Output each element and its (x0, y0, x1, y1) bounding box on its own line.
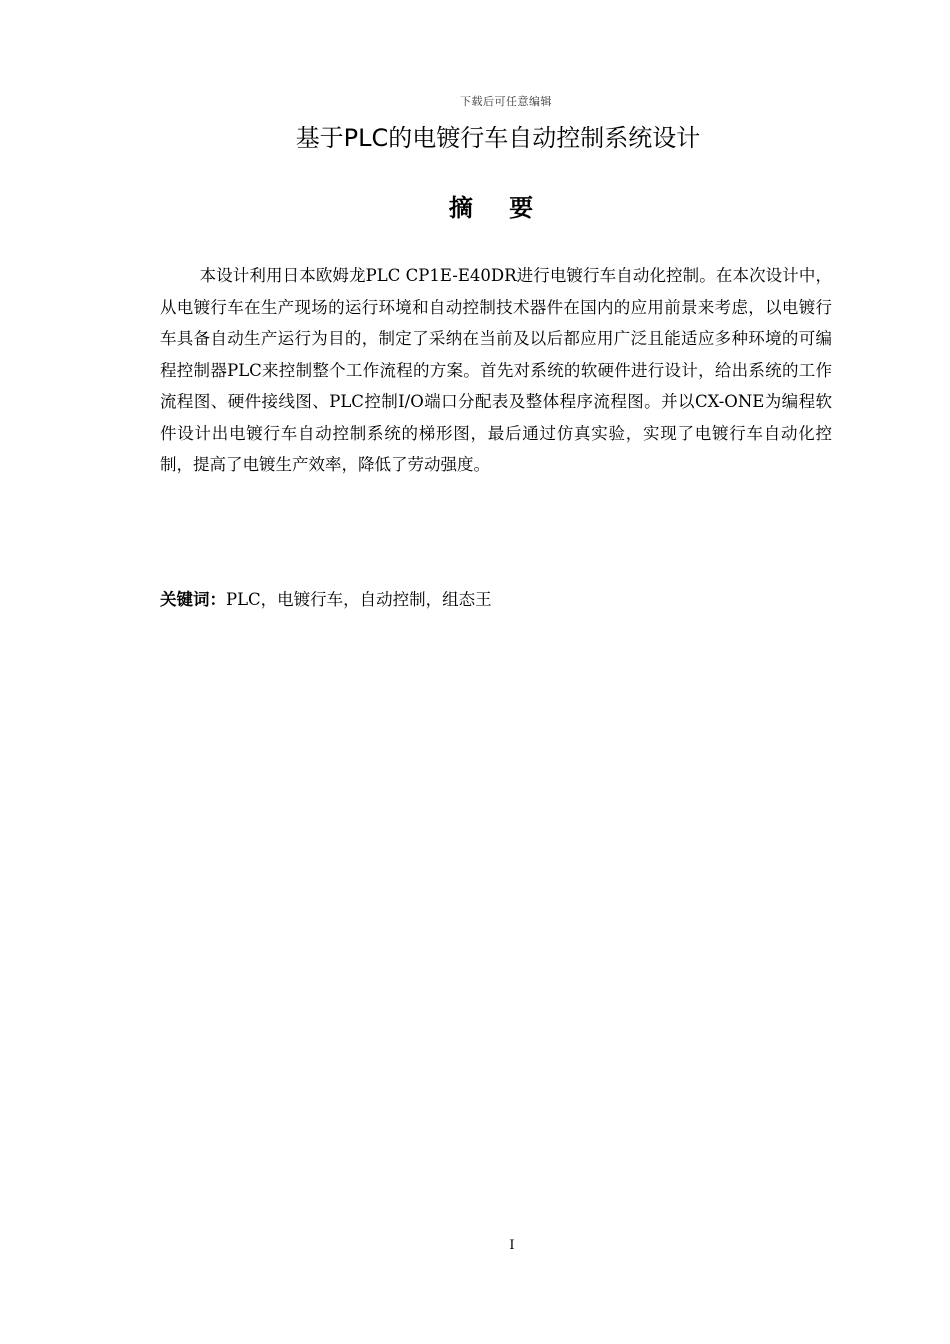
document-title: 基于PLC的电镀行车自动控制系统设计 (295, 124, 701, 152)
abstract-heading: 摘 要 (448, 194, 548, 222)
keywords-value: PLC，电镀行车，自动控制，组态王 (226, 590, 492, 609)
abstract-body: 本设计利用日本欧姆龙PLC CP1E-E40DR进行电镀行车自动化控制。在本次设计中，从电镀行车在生产现场的运行环境和自动控制技术器件在国内的应用前景来考虑，以电镀行车具备自动生产运行为目的，制定了采纳在当前及以后都应用广泛且能适应多种环境的可编程控制器PLC来控制整个工作流程的方案。首先对系统的软硬件进行设计，给出系统的工作流程图、硬件接线图、PLC控制I/O端口分配表及整体程序流程图。并以CX-ONE为编程软件设计出电镀行车自动控制系统的梯形图，最后通过仿真实验，实现了电镀行车自动化控制，提高了电镀生产效率，降低了劳动强度。 (160, 266, 832, 474)
page-number: I (509, 1238, 515, 1253)
keywords-line (160, 588, 832, 612)
keywords-label: 关键词： (160, 590, 226, 609)
header-note: 下载后可任意编辑 (460, 95, 552, 108)
